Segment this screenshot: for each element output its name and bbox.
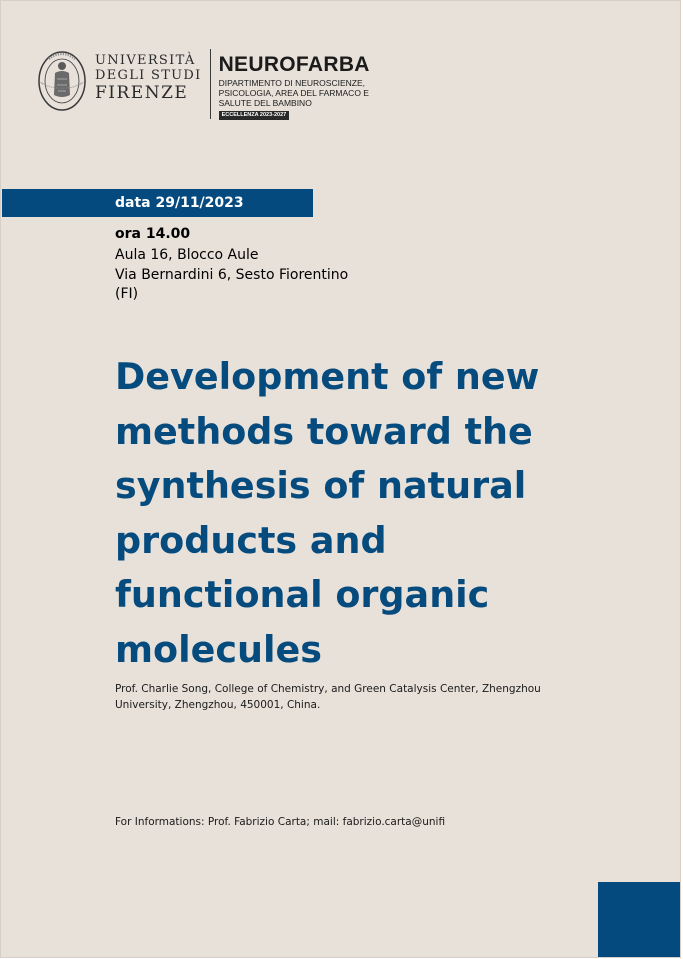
talk-title [115, 350, 615, 678]
university-line1: UNIVERSITÀ [95, 53, 196, 68]
department-line2: PSICOLOGIA, AREA DEL FARMACO E [218, 88, 369, 98]
logo-divider [210, 49, 211, 119]
department-line3: SALUTE DEL BAMBINO [218, 98, 312, 108]
title-line3: synthesis of natural [115, 464, 527, 508]
title-line1: Development of new [115, 355, 540, 398]
university-wordmark [95, 45, 210, 104]
event-venue [115, 246, 375, 305]
corner-accent-block [598, 882, 680, 958]
speaker-affiliation [115, 681, 615, 713]
university-line3: FIRENZE [95, 83, 189, 103]
department-brand: NEUROFARBA [218, 53, 370, 76]
university-line2: DEGLI STUDI [95, 68, 202, 83]
department-line1: DIPARTIMENTO DI NEUROSCIENZE, [218, 78, 365, 88]
title-line6: molecules [115, 627, 322, 671]
venue-line1: Aula 16, Blocco Aule [115, 247, 259, 263]
department-name [219, 78, 394, 108]
event-date: data 29/11/2023 [115, 195, 244, 211]
title-line2: methods toward the [115, 409, 533, 453]
event-time: ora 14.00 [115, 226, 191, 242]
title-line5: functional organic [115, 573, 490, 617]
department-logo [219, 45, 394, 120]
header-logos [37, 45, 394, 120]
university-seal-icon [37, 49, 87, 113]
venue-line3: (FI) [115, 286, 139, 302]
speaker-line1: Prof. Charlie Song, College of Chemistry, and Green Catalysis Center, Zhengzhou [115, 683, 541, 695]
venue-line2: Via Bernardini 6, Sesto Fiorentino [115, 266, 349, 283]
excellence-badge: ECCELLENZA 2023-2027 [219, 111, 290, 120]
speaker-line2: University, Zhengzhou, 450001, China. [115, 699, 321, 711]
contact-info: For Informations: Prof. Fabrizio Carta; mail: fabrizio.carta@unifi [115, 816, 446, 828]
title-line4: products and [115, 518, 387, 562]
